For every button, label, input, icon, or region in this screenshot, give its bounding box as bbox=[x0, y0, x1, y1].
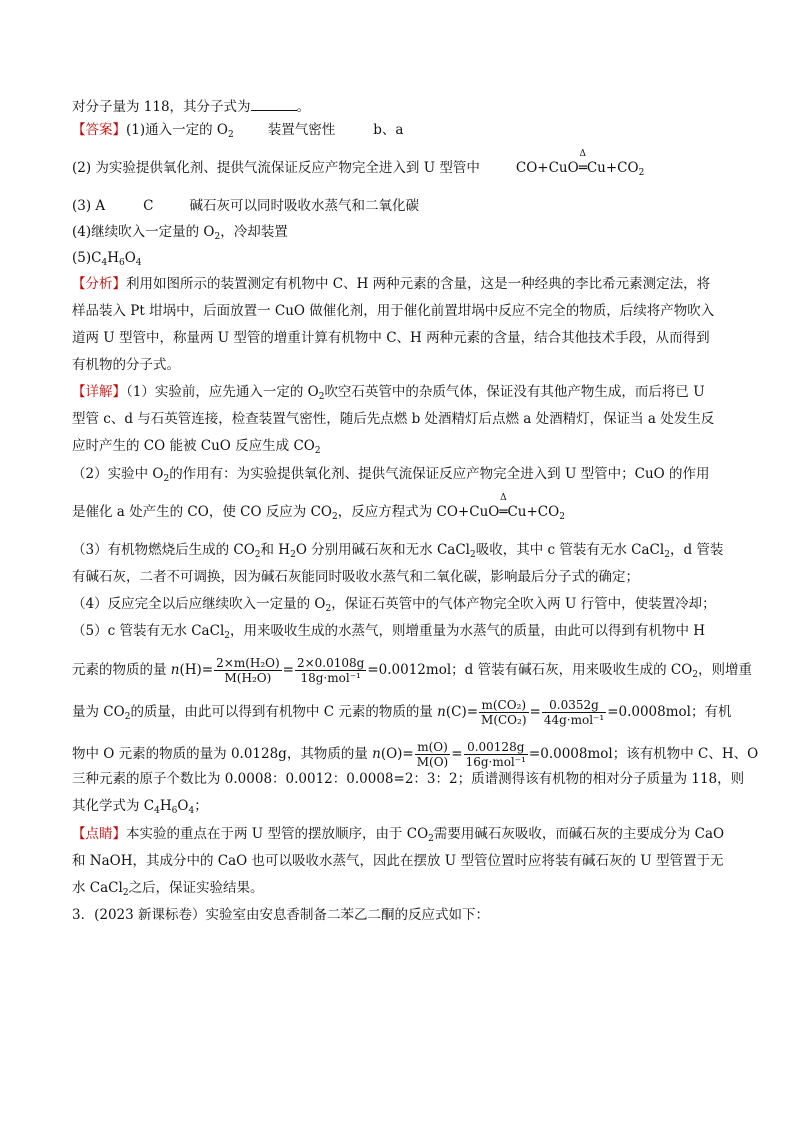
detail-line-6: （3）有机物燃烧后生成的 $CO_2$和 $H_2O$ 分别用碱石灰和无水 CaCl$_2$吸收，其中 c 管装有无水 CaCl$_2$，d 管装 bbox=[72, 542, 724, 560]
tips-line-1: 【点睛】本实验的重点在于两 U 型管的摆放顺序，由于 $CO_2$需要用碱石灰吸收，而碱石灰的主要成分为 CaO bbox=[72, 826, 725, 844]
tips-tag: 【点睛】 bbox=[72, 826, 126, 842]
fraction-h-formula: $\frac{\text{2×m(H₂O)}}{\text{M(H₂O)}}$ bbox=[216, 656, 280, 685]
detail-line-4: （2）实验中 $O_2$的作用有：为实验提供氧化剂、提供气流保证反应产物完全进入到 U 型管中；CuO 的作用 bbox=[72, 466, 710, 484]
fraction-c-value: $\frac{0.0352g}{\text{44g·mol⁻¹}}$ bbox=[543, 698, 605, 727]
tips-line-2: 和 NaOH，其成分中的 CaO 也可以吸收水蒸气，因此在摆放 U 型管位置时应将装有碱石灰的 U 型管置于无 bbox=[72, 853, 724, 869]
answer-line-3: (3) A C 碱石灰可以同时吸收水蒸气和二氧化碳 bbox=[72, 198, 420, 214]
analysis-tag: 【分析】 bbox=[72, 276, 126, 292]
detail-line-13: 三种元素的原子个数比为 0.0008：0.0012：0.0008=2：3：2；质谱测得该有机物的相对分子质量为 118，则 bbox=[72, 771, 745, 787]
answer-line-4: (4)继续吹入一定量的 $O_2$，冷却装置 bbox=[72, 224, 288, 242]
answer-blank[interactable] bbox=[251, 98, 297, 111]
analysis-line-4: 有机物的分子式。 bbox=[72, 357, 180, 373]
detail-line-12: 物中 O 元素的物质的量为 0.0128g，其物质的量 n(O)= $\frac{m(O)}{M(O)}$ = $\frac{0.00128g}{\text{16g·mol⁻¹}}$ =0.0008mol；该有机物中 C、H、O bbox=[72, 740, 759, 769]
detail-line-2: 型管 c、d 与石英管连接，检查装置气密性，随后先点燃 b 处酒精灯后点燃 a 处酒精灯，保证当 a 处发生反 bbox=[72, 411, 715, 427]
fraction-c-formula: $\frac{\text{m(CO₂)}}{\text{M(CO₂)}}$ bbox=[481, 698, 527, 727]
detail-line-11: 量为 $CO_2$的质量，由此可以得到有机物中 C 元素的物质的量 n(C)= $\frac{\text{m(CO₂)}}{\text{M(CO₂)}}$ = $\frac{0.0352g}{\text{44g·mol⁻¹}}$ =0.0008mol；有机 bbox=[72, 698, 732, 727]
heat-condition: Δ ═ bbox=[499, 493, 508, 520]
question-3-title: 3．(2023 新课标卷）实验室由安息香制备二苯乙二酮的反应式如下： bbox=[72, 907, 490, 923]
detail-line-10: 元素的物质的量 n(H)= $\frac{\text{2×m(H₂O)}}{\text{M(H₂O)}}$ = $\frac{2\times 0.0108g}{\text{18g·mol⁻¹}}$ =0.0012mol；d 管装有碱石灰，用来吸收生成的 $CO_2$，则增重 bbox=[72, 656, 752, 685]
answer-line-2: (2) 为实验提供氧化剂、提供气流保证反应产物完全进入到 U 型管中 CO+CuO Δ $═Cu+CO_2$ bbox=[72, 149, 645, 178]
fraction-o-value: $\frac{0.00128g}{\text{16g·mol⁻¹}}$ bbox=[465, 740, 526, 769]
answer-line-1: 【答案】(1)通入一定的 $O_2$ 装置气密性 b、a bbox=[72, 122, 404, 140]
fraction-o-formula: $\frac{m(O)}{M(O)}$ bbox=[416, 740, 449, 769]
detail-tag: 【详解】 bbox=[72, 384, 126, 400]
answer-tag: 【答案】 bbox=[72, 122, 126, 138]
text-line-1: 对分子量为 118，其分子式为 。 bbox=[72, 99, 311, 115]
detail-line-7: 有碱石灰，二者不可调换，因为碱石灰能同时吸收水蒸气和二氧化碳，影响最后分子式的确定； bbox=[72, 569, 639, 585]
heat-condition: Δ ═ bbox=[578, 149, 587, 176]
detail-line-8: （4）反应完全以后应继续吹入一定量的 $O_2$，保证石英管中的气体产物完全吹入两 U 行管中，使装置冷却； bbox=[72, 596, 716, 614]
detail-line-1: 【详解】（1）实验前，应先通入一定的 $O_2$吹空石英管中的杂质气体，保证没有其他产物生成，而后将已 U bbox=[72, 384, 705, 402]
tips-line-3: 水 CaCl$_2$之后，保证实验结果。 bbox=[72, 880, 264, 898]
detail-line-9: （5）c 管装有无水 CaCl$_2$，用来吸收生成的水蒸气，则增重量为水蒸气的质量，由此可以得到有机物中 H bbox=[72, 623, 706, 641]
analysis-line-2: 样品装入 Pt 坩埚中，后面放置一 CuO 做催化剂，用于催化前置坩埚中反应不完全的物质，后续将产物吹入 bbox=[72, 303, 715, 319]
detail-line-3: 应时产生的 CO 能被 CuO 反应生成 $CO_2$ bbox=[72, 438, 321, 456]
detail-line-14: 其化学式为 $C_4H_6O_4$； bbox=[72, 798, 208, 816]
answer-line-5: $(5)C_4H_6O_4$ bbox=[72, 250, 142, 268]
analysis-line-3: 道两 U 型管中，称量两 U 型管的增重计算有机物中 C、H 两种元素的含量，结合其他技术手段，从而得到 bbox=[72, 330, 710, 346]
detail-line-5: 是催化 a 处产生的 CO，使 CO 反应为 $CO_2$，反应方程式为 CO+CuO Δ $═Cu+CO_2$ bbox=[72, 493, 565, 522]
fraction-h-value: $\frac{2\times 0.0108g}{\text{18g·mol⁻¹}}$ bbox=[296, 656, 365, 685]
analysis-line-1: 【分析】利用如图所示的装置测定有机物中 C、H 两种元素的含量，这是一种经典的李比希元素测定法，将 bbox=[72, 276, 711, 292]
